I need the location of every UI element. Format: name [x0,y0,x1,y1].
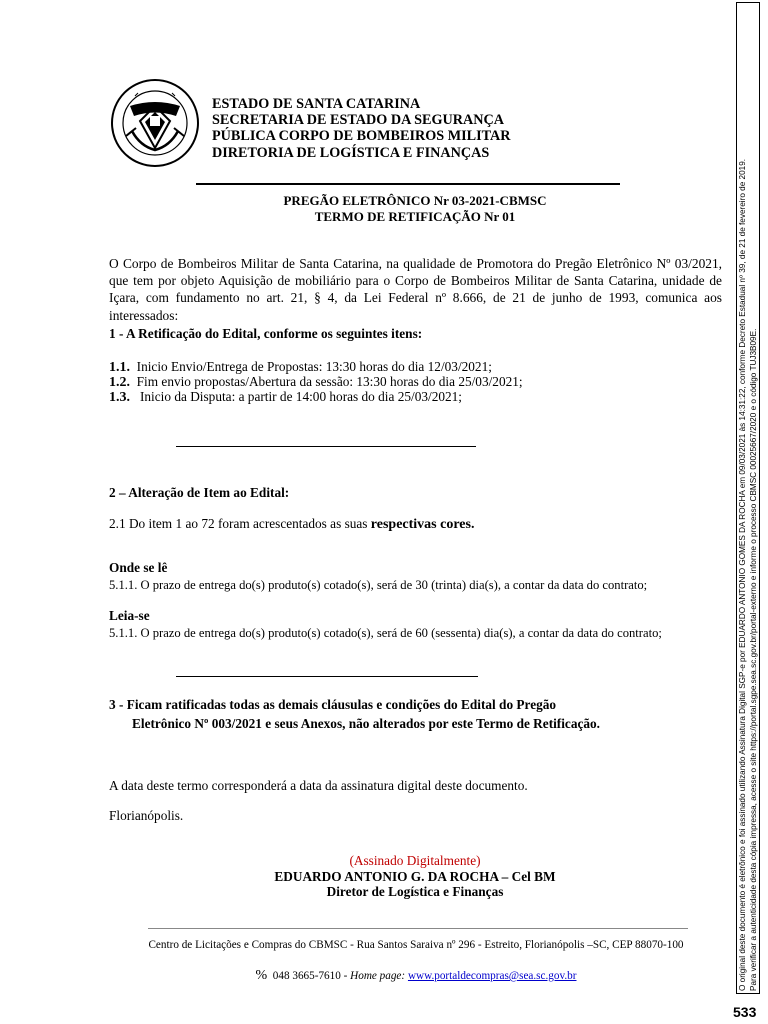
leia-se-label: Leia-se [109,608,150,623]
header-line-directorate: DIRETORIA DE LOGÍSTICA E FINANÇAS [212,144,490,161]
intro-paragraph: O Corpo de Bombeiros Militar de Santa Catarina, na qualidade de Promotora do Pregão Eletrônico Nº 03/2021, que tem por objeto Aquisição de mobiliário para o Corpo de Bombeiros Militar de Santa Catarina, unidade de Içara, com fundamento no art. 21, § 4, da Lei Federal nº 8.666, de 21 de junho de 1993, comunica aos interessados: [109,256,722,323]
onde-se-le-label: Onde se lê [109,560,168,575]
footer-address: Centro de Licitações e Compras do CBMSC - Rua Santos Saraiva nº 296 - Estreito, Florianópolis –SC, CEP 88070-100 [148,939,684,951]
section-2-heading: 2 – Alteração de Item ao Edital: [109,485,290,500]
signer-role: Diretor de Logística e Finanças [326,884,504,899]
item-text: Fim envio propostas/Abertura da sessão: 13:30 horas do dia 25/03/2021; [136,374,523,389]
section-2-text [109,516,474,533]
section-divider [176,676,478,677]
sidebar-text [737,0,761,995]
onde-se-le-text: 5.1.1. O prazo de entrega do(s) produto(s) cotado(s), será de 30 (trinta) dia(s), a contar da data do contrato; [109,578,648,592]
title-line-2: TERMO DE RETIFICAÇÃO Nr 01 [314,208,516,224]
footer-home-label: Home page: [350,970,406,982]
title-line-1: PREGÃO ELETRÔNICO Nr 03-2021-CBMSC [283,193,547,208]
closing-text: A data deste termo corresponderá a data da assinatura digital deste documento. [109,778,528,793]
header-line-secretariat: SECRETARIA DE ESTADO DA SEGURANÇA [212,112,504,129]
footer-link[interactable]: www.portaldecompras@sea.sc.gov.br [407,970,577,982]
seal-logo [110,76,200,170]
item-text: Inicio da Disputa: a partir de 14:00 horas do dia 25/03/2021; [139,389,462,404]
page-number: 533 [733,1004,757,1020]
section-1-heading: 1 - A Retificação do Edital, conforme os seguintes itens: [109,326,423,341]
phone-icon: % [255,968,268,983]
place-text: Florianópolis. [109,808,184,823]
signer-name: EDUARDO ANTONIO G. DA ROCHA – Cel BM [274,868,556,884]
header-divider [196,183,620,185]
section-divider [176,446,476,447]
document-title [180,193,650,224]
footer-contact [140,968,692,984]
signature-block [160,853,670,900]
signature-note: (Assinado Digitalmente) [349,853,481,868]
item-number: 1.1. [109,360,130,375]
item-text: Inicio Envio/Entrega de Propostas: 13:30 horas do dia 12/03/2021; [136,359,492,374]
item-number: 1.2. [109,375,130,390]
section-2-text-plain: 2.1 Do item 1 ao 72 foram acrescentados as suas [109,516,371,531]
section-3-line-2: Eletrônico Nº 003/2021 e seus Anexos, não alterados por este Termo de Retificação. [132,716,601,731]
leia-se-text: 5.1.1. O prazo de entrega do(s) produto(s) cotado(s), será de 60 (sessenta) dia(s), a contar da data do contrato; [109,626,662,640]
sidebar-line-2: Para verificar a autenticidade desta cópia impressa, acesse o site https://portal.sgpe.sea.sc.gov.br/portal-externo e informe o processo CBMSC 00025667/2020 e o código TUJ3B09E. [749,328,758,991]
header-line-state: ESTADO DE SANTA CATARINA [212,96,421,112]
section-2-text-bold: respectivas cores. [370,517,475,532]
footer-divider [148,928,688,929]
letterhead [212,96,511,161]
authentication-sidebar [736,2,760,994]
item-number: 1.3. [109,390,130,405]
section-3-line-1: 3 - Ficam ratificadas todas as demais cláusulas e condições do Edital do Pregão [109,697,557,712]
header-line-corps: PÚBLICA CORPO DE BOMBEIROS MILITAR [212,128,511,145]
list-item [109,389,462,406]
sidebar-line-1: O original deste documento é eletrônico e foi assinado utilizando Assinatura Digital SGP-e por EDUARDO ANTONIO GOMES DA ROCHA em 09/03/2021 às 14:31:22, conforme Decreto Estadual nº 39, de 21 de fevereiro de 2019. [738,158,747,991]
footer-phone: 048 3665-7610 - [272,970,351,982]
